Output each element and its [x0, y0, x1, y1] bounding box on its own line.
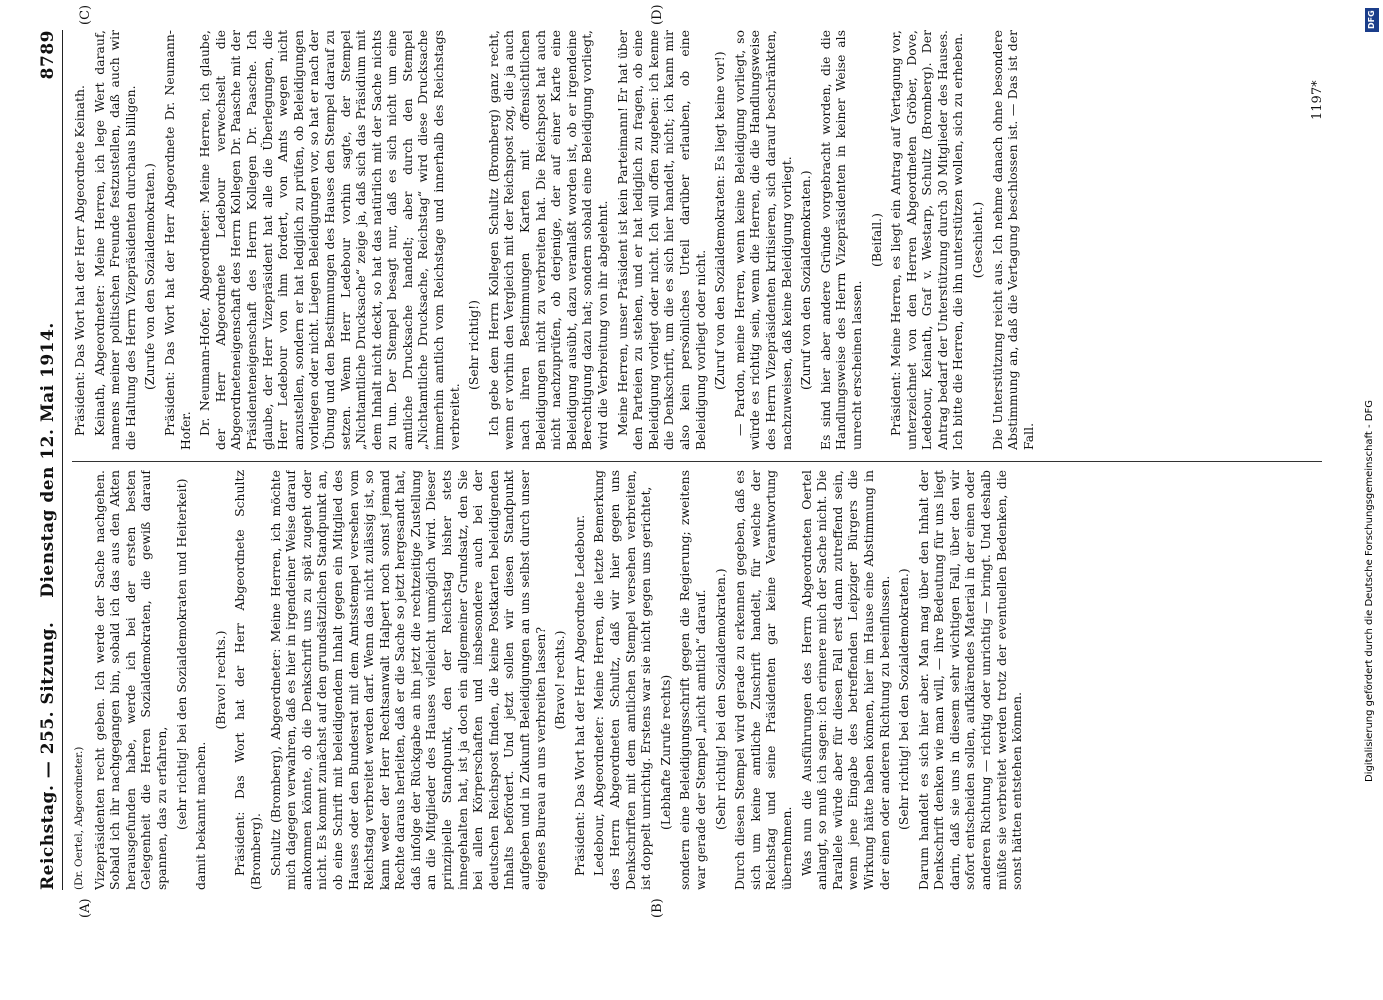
- right-column-paragraph: Dr. Neumann-Hofer, Abgeordneter: Meine Herren, ich glaube, der Herr Abgeordnete Ledebour verwechselt die Abgeordneteneigenschaft des Herrn Kollegen Dr. Paasche mit der Präsidenteneigenschaft des Herrn Kollegen Dr. Paasche. Ich glaube, der Herr Vizepräsident hat alle die Überlegungen, die Herr Ledebour von ihm fordert, von Amts wegen nicht anzustellen, sondern er hat lediglich zu prüfen, ob Beleidigungen vorliegen oder nicht. Liegen Beleidigungen vor, so hat er nach der Übung und den Bestimmungen des Hauses den Stempel darauf zu setzen. Wenn Herr Ledebour vorhin sagte, der Stempel „Nichtamtliche Drucksache“ zeige ja, daß sich das Präsidium mit dem Inhalt nicht deckt, so hat das natürlich mit der Sache nichts zu tun. Der Stempel besagt nur, daß es sich nicht um eine amtliche Drucksache handelt; aber durch den Stempel „Nichtamtliche Drucksache, Reichstag“ wird diese Drucksache immerhin amtlich vom Reichstage und innerhalb des Reichstags verbreitet.: [197, 30, 462, 450]
- right-column-paragraph: Meine Herren, unser Präsident ist kein Parteimann! Er hat über den Parteien zu stehen, und er hat lediglich zu fragen, ob eine Beleidigung vorliegt oder nicht. Ich will offen zugeben: ich kenne die Denkschrift, um die es sich hier handelt, nicht; ich kann mir also kein persönliches Urteil darüber erlauben, ob eine Beleidigung vorliegt oder nicht.: [614, 30, 708, 450]
- left-column-paragraph: (sehr richtig! bei den Sozialdemokraten und Heiterkeit): [173, 478, 189, 830]
- left-column-paragraph: Präsident: Das Wort hat der Herr Abgeordnete Ledebour.: [571, 514, 587, 876]
- dfg-logo: DFG: [1365, 8, 1379, 32]
- digitization-credit: Digitalisierung gefördert durch die Deutsche Forschungsgemeinschaft - DFG: [1364, 400, 1375, 783]
- margin-mark-d: (D): [650, 4, 665, 25]
- running-head: [38, 30, 63, 890]
- signature-number: 1197*: [1310, 80, 1325, 120]
- left-column: [72, 470, 1342, 890]
- right-column-paragraph: Präsident: Meine Herren, es liegt ein Antrag auf Vertagung vor, unterzeichnet von den Herren Abgeordneten Gröber, Dove, Ledebour, Keinath, Graf v. Westarp, Schultz (Bromberg). Der Antrag bedarf der Unterstützung durch 30 Mitglieder des Hauses. Ich bitte die Herren, die ihn unterstützen wollen, sich zu erheben.: [888, 30, 966, 450]
- margin-mark-c: (C): [78, 4, 93, 25]
- left-column-paragraph: (Sehr richtig! bei den Sozialdemokraten.): [712, 568, 728, 830]
- right-column-paragraph: Ich gebe dem Herrn Kollegen Schultz (Bromberg) ganz recht, wenn er vorhin den Vergleich mit der Reichspost zog, die ja auch nach ihren Bestimmungen Karten mit offensichtlichen Beleidigungen nicht zu verbreiten hat. Die Reichspost hat auch nicht nachzuprüfen, ob derjenige, der auf einer Karte eine Beleidigung ausübt, dazu veranlaßt worden ist, ob er irgendeine Berechtigung dazu hat; sondern sobald eine Beleidigung vorliegt, wird die Verbreitung von ihr abgelehnt.: [485, 30, 610, 450]
- right-column-paragraph: (Zuruf von den Sozialdemokraten.): [798, 170, 814, 390]
- right-column-paragraph: (Zuruf von den Sozialdemokraten: Es liegt keine vor!): [712, 51, 728, 390]
- left-column-paragraph: (Dr. Oertel, Abgeordneter.): [73, 746, 85, 890]
- right-column: [72, 30, 1342, 450]
- page-number: 8789: [38, 30, 58, 80]
- right-column-paragraph: Die Unterstützung reicht aus. Ich nehme danach ohne besondere Abstimmung an, daß die Vertagung beschlossen ist. — Das ist der Fall.: [989, 30, 1036, 450]
- column-divider: [72, 461, 1322, 462]
- left-column-paragraph: (Lebhafte Zurufe rechts): [657, 674, 673, 830]
- right-column-paragraph: Präsident: Das Wort hat der Herr Abgeordnete Dr. Neumann-Hofer.: [161, 30, 193, 450]
- left-column-paragraph: Durch diesen Stempel wird gerade zu erkennen gegeben, daß es sich um keine amtliche Zuschrift handelt, für welche der Reichstag und seine Präsidenten gar keine Verantwortung übernehmen.: [732, 470, 794, 890]
- left-column-paragraph: sondern eine Beleidigungsschrift gegen die Regierung; zweitens war gerade der Stempel „nicht amtlich“ darauf.: [677, 470, 708, 890]
- right-column-paragraph: (Beifall.): [868, 213, 884, 267]
- margin-mark-a: (A): [78, 898, 93, 918]
- left-column-paragraph: Präsident: Das Wort hat der Herr Abgeordnete Schultz (Bromberg).: [232, 470, 263, 890]
- left-column-paragraph: Vizepräsidenten recht geben. Ich werde der Sache nachgehen. Sobald ich ihr nachgegangen bin, sobald ich das aus den Akten herausgefunden habe, werde ich bei der ersten besten Gelegenheit die Herren Sozialdemokraten, die gewiß darauf spannen, das zu erfahren,: [91, 470, 169, 890]
- margin-mark-b: (B): [650, 898, 665, 918]
- right-column-paragraph: (Sehr richtig!): [466, 300, 482, 390]
- right-column-paragraph: Keinath, Abgeordneter: Meine Herren, ich lege Wert darauf, namens meiner politischen Freunde festzustellen, daß auch wir die Haltung des Herrn Vizepräsidenten durchaus billigen.: [91, 30, 138, 450]
- header-center: Dienstag den 12. Mai 1914.: [38, 322, 58, 598]
- right-column-paragraph: (Geschieht.): [970, 201, 986, 279]
- left-column-paragraph: Was nun die Ausführungen des Herrn Abgeordneten Oertel anlangt, so muß ich sagen: ich erinnere mich der Sache nicht. Die Parallele würde aber für diesen Fall erst dann zutreffend sein, wenn jene Eingabe des betreffenden Leipziger Bürgers die Wirkung hätte haben können, hier im Hause eine Abstimmung in der einen oder anderen Richtung zu beeinflussen.: [798, 470, 892, 890]
- right-column-paragraph: (Zurufe von den Sozialdemokraten.): [142, 163, 158, 390]
- left-column-paragraph: Schultz (Bromberg), Abgeordneter: Meine Herren, ich möchte mich dagegen verwahren, daß es hier in irgendeiner Weise darauf ankommen könnte, ob die Denkschrift uns zu spät zugeht oder nicht. Es kommt zunächst auf den grundsätzlichen Standpunkt an, ob eine Schrift mit beleidigendem Inhalt gegen ein Mitglied des Hauses oder den Bundesrat mit dem Amtsstempel versehen vom Reichstag verbreitet werden darf. Wenn das nicht zulässig ist, so kann weder der Herr Rechtsanwalt Halpert noch sonst jemand Rechte daraus herleiten, daß er die Sache so jetzt hergesandt hat, daß infolge der Rückgabe an ihn jetzt die rechtzeitige Zustellung an die Mitglieder des Hauses vielleicht unmöglich wird. Dieser prinzipielle Standpunkt, den der Reichstag bisher stets innegehalten hat, ist ja doch ein allgemeiner Grundsatz, den Sie bei allen Körperschaften und insbesondere auch bei der deutschen Reichspost finden, die keine Postkarten beleidigenden Inhalts befördert. Und jetzt sollen wir diesen Standpunkt aufgeben und in Zukunft Beleidigungen an uns selbst durch unser eigenes Bureau an uns verbreiten lassen?: [267, 470, 548, 890]
- right-column-paragraph: — Pardon, meine Herren, wenn keine Beleidigung vorliegt, so würde es richtig sein, wenn die Herren, die die Handlungsweise des Herrn Vizepräsidenten kritisieren, sich darauf beschränkten, nachzuweisen, daß keine Beleidigung vorliegt.: [731, 30, 794, 450]
- left-column-paragraph: (Bravo! rechts.): [552, 630, 568, 730]
- left-column-paragraph: Darum handelt es sich hier aber. Man mag über den Inhalt der Denkschrift denken wie man will, — ihre Bedeutung für uns liegt darin, daß sie uns in diesem sehr wichtigen Fall, über den wir sofort entscheiden sollen, aufklärendes Material in der einen oder anderen Richtung — richtig oder unrichtig — bringt. Und deshalb müßte sie verbreitet werden trotz der eventuellen Bedenken, die sonst hätten entstehen können.: [915, 470, 1025, 890]
- right-column-paragraph: Es sind hier aber andere Gründe vorgebracht worden, die die Handlungsweise des Herrn Vizepräsidenten in keiner Weise als unrecht erscheinen lassen.: [817, 30, 864, 450]
- right-column-paragraph: Präsident: Das Wort hat der Herr Abgeordnete Keinath.: [72, 85, 87, 436]
- left-column-paragraph: (Bravo! rechts.): [212, 630, 228, 730]
- left-column-paragraph: Ledebour, Abgeordneter: Meine Herren, die letzte Bemerkung des Herrn Abgeordneten Schultz, daß wir hier gegen uns Denkschriften mit dem amtlichen Stempel versehen verbreiten, ist doppelt unrichtig. Erstens war sie nicht gegen uns gerichtet,: [591, 470, 654, 890]
- header-left: Reichstag. — 255. Sitzung.: [38, 621, 58, 890]
- left-column-paragraph: (Sehr richtig! bei den Sozialdemokraten.): [896, 568, 912, 830]
- left-column-paragraph: damit bekannt machen.: [193, 741, 209, 890]
